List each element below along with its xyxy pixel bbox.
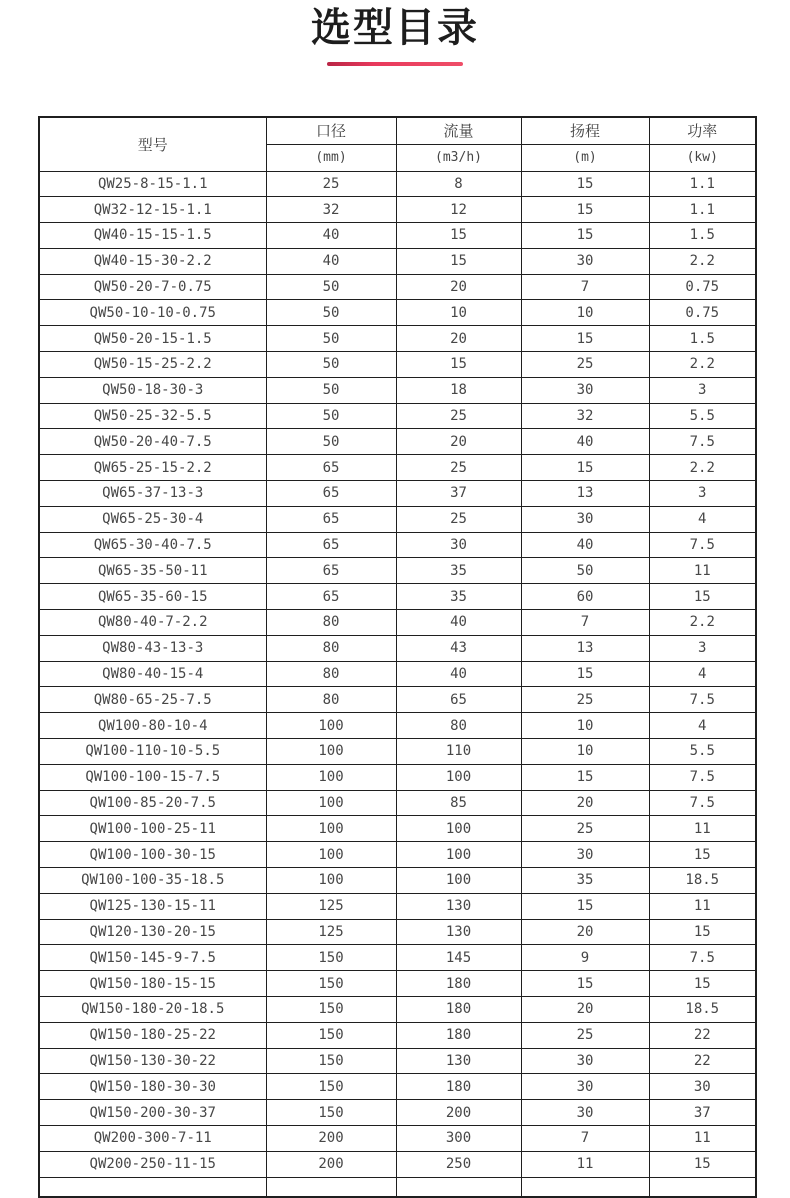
- flow-m3h-cell: 35: [396, 558, 521, 584]
- diameter-mm-cell: 150: [266, 1074, 396, 1100]
- power-kw-cell: 3: [649, 481, 756, 507]
- diameter-mm-cell: 150: [266, 1100, 396, 1126]
- head-m-cell: 15: [521, 764, 649, 790]
- table-row: [39, 868, 756, 894]
- flow-m3h-cell: 15: [396, 248, 521, 274]
- power-kw-cell: 1.5: [649, 326, 756, 352]
- diameter-mm-cell: 100: [266, 764, 396, 790]
- head-m-cell: 30: [521, 377, 649, 403]
- power-kw-cell: 11: [649, 893, 756, 919]
- power-kw-cell: 2.2: [649, 352, 756, 378]
- flow-m3h-cell: 180: [396, 1022, 521, 1048]
- diameter-mm-cell: 50: [266, 377, 396, 403]
- model-cell: QW100-100-30-15: [39, 842, 266, 868]
- model-cell: QW150-180-25-22: [39, 1022, 266, 1048]
- diameter-mm-cell: 150: [266, 1048, 396, 1074]
- model-cell: QW50-20-15-1.5: [39, 326, 266, 352]
- model-cell: QW65-25-15-2.2: [39, 455, 266, 481]
- flow-m3h-cell: 15: [396, 223, 521, 249]
- power-kw-cell: 18.5: [649, 868, 756, 894]
- table-row: [39, 326, 756, 352]
- power-kw-cell: 3: [649, 635, 756, 661]
- model-cell: QW65-35-50-11: [39, 558, 266, 584]
- header-row-labels: [39, 117, 756, 144]
- power-kw-cell: 15: [649, 584, 756, 610]
- model-cell: QW50-15-25-2.2: [39, 352, 266, 378]
- flow-m3h-cell: 200: [396, 1100, 521, 1126]
- head-m-cell: 15: [521, 661, 649, 687]
- head-m-cell: 13: [521, 635, 649, 661]
- table-row: [39, 352, 756, 378]
- flow-m3h-cell: 110: [396, 739, 521, 765]
- flow-m3h-cell: 20: [396, 429, 521, 455]
- flow-m3h-cell: 18: [396, 377, 521, 403]
- power-kw-cell: 1.5: [649, 223, 756, 249]
- head-m-cell: 7: [521, 1125, 649, 1151]
- diameter-mm-cell: 150: [266, 997, 396, 1023]
- model-cell: QW32-12-15-1.1: [39, 197, 266, 223]
- head-m-cell: 40: [521, 429, 649, 455]
- power-kw-cell: 7.5: [649, 687, 756, 713]
- model-cell: QW50-20-7-0.75: [39, 274, 266, 300]
- model-cell: QW50-25-32-5.5: [39, 403, 266, 429]
- head-m-cell: 15: [521, 197, 649, 223]
- diameter-mm-cell: 80: [266, 635, 396, 661]
- flow-m3h-cell: 130: [396, 1048, 521, 1074]
- diameter-mm-cell: 100: [266, 816, 396, 842]
- table-row-partial: [39, 1177, 756, 1197]
- head-m-cell: 15: [521, 971, 649, 997]
- diameter-mm-cell: 32: [266, 197, 396, 223]
- flow-m3h-cell: 180: [396, 997, 521, 1023]
- model-cell: QW40-15-30-2.2: [39, 248, 266, 274]
- table-row: [39, 1125, 756, 1151]
- diameter-mm-cell: 100: [266, 713, 396, 739]
- power-kw-cell: 2.2: [649, 455, 756, 481]
- flow-m3h-cell: 8: [396, 171, 521, 197]
- table-row: [39, 687, 756, 713]
- model-cell: QW65-37-13-3: [39, 481, 266, 507]
- power-kw-cell: 7.5: [649, 429, 756, 455]
- diameter-mm-cell: 80: [266, 661, 396, 687]
- power-kw-cell: 7.5: [649, 532, 756, 558]
- header-power-unit: (kw): [649, 144, 756, 171]
- diameter-mm-cell: 150: [266, 971, 396, 997]
- head-m-cell: 7: [521, 274, 649, 300]
- header-flow-unit: (m3/h): [396, 144, 521, 171]
- power-kw-cell: 7.5: [649, 764, 756, 790]
- model-cell: QW100-100-35-18.5: [39, 868, 266, 894]
- power-kw-cell: 22: [649, 1022, 756, 1048]
- flow-m3h-cell: 100: [396, 868, 521, 894]
- head-m-cell: 20: [521, 919, 649, 945]
- diameter-mm-cell: 80: [266, 687, 396, 713]
- table-row: [39, 971, 756, 997]
- diameter-mm-cell: 200: [266, 1151, 396, 1177]
- empty-cell: [396, 1177, 521, 1197]
- power-kw-cell: 2.2: [649, 248, 756, 274]
- table-row: [39, 377, 756, 403]
- power-kw-cell: 37: [649, 1100, 756, 1126]
- diameter-mm-cell: 80: [266, 610, 396, 636]
- diameter-mm-cell: 65: [266, 506, 396, 532]
- table-row: [39, 635, 756, 661]
- table-header: [39, 117, 756, 171]
- model-cell: QW25-8-15-1.1: [39, 171, 266, 197]
- table-row: [39, 1074, 756, 1100]
- header-head-unit: (m): [521, 144, 649, 171]
- power-kw-cell: 7.5: [649, 945, 756, 971]
- diameter-mm-cell: 65: [266, 558, 396, 584]
- catalog-page: [0, 4, 790, 1198]
- table-row: [39, 893, 756, 919]
- table-row: [39, 403, 756, 429]
- flow-m3h-cell: 25: [396, 506, 521, 532]
- head-m-cell: 30: [521, 1074, 649, 1100]
- power-kw-cell: 1.1: [649, 171, 756, 197]
- diameter-mm-cell: 50: [266, 403, 396, 429]
- power-kw-cell: 15: [649, 919, 756, 945]
- model-cell: QW120-130-20-15: [39, 919, 266, 945]
- flow-m3h-cell: 100: [396, 842, 521, 868]
- model-cell: QW50-10-10-0.75: [39, 300, 266, 326]
- title-underline-rule: [327, 62, 463, 66]
- power-kw-cell: 11: [649, 558, 756, 584]
- flow-m3h-cell: 130: [396, 893, 521, 919]
- table-row: [39, 842, 756, 868]
- header-diameter-unit: (mm): [266, 144, 396, 171]
- table-row: [39, 661, 756, 687]
- head-m-cell: 60: [521, 584, 649, 610]
- diameter-mm-cell: 125: [266, 893, 396, 919]
- power-kw-cell: 2.2: [649, 610, 756, 636]
- model-cell: QW100-110-10-5.5: [39, 739, 266, 765]
- head-m-cell: 40: [521, 532, 649, 558]
- power-kw-cell: 0.75: [649, 300, 756, 326]
- flow-m3h-cell: 100: [396, 764, 521, 790]
- diameter-mm-cell: 100: [266, 842, 396, 868]
- flow-m3h-cell: 180: [396, 971, 521, 997]
- flow-m3h-cell: 250: [396, 1151, 521, 1177]
- table-row: [39, 1151, 756, 1177]
- table-row: [39, 1100, 756, 1126]
- flow-m3h-cell: 30: [396, 532, 521, 558]
- flow-m3h-cell: 37: [396, 481, 521, 507]
- header-flow: 流量: [396, 117, 521, 144]
- table-row: [39, 584, 756, 610]
- model-cell: QW200-250-11-15: [39, 1151, 266, 1177]
- head-m-cell: 30: [521, 506, 649, 532]
- head-m-cell: 30: [521, 248, 649, 274]
- table-row: [39, 532, 756, 558]
- pump-selection-table: [38, 116, 757, 1198]
- table-row: [39, 790, 756, 816]
- head-m-cell: 7: [521, 610, 649, 636]
- table-row: [39, 1048, 756, 1074]
- table-row: [39, 997, 756, 1023]
- table-row: [39, 429, 756, 455]
- flow-m3h-cell: 20: [396, 326, 521, 352]
- table-row: [39, 223, 756, 249]
- flow-m3h-cell: 40: [396, 610, 521, 636]
- power-kw-cell: 30: [649, 1074, 756, 1100]
- head-m-cell: 15: [521, 171, 649, 197]
- diameter-mm-cell: 65: [266, 481, 396, 507]
- header-model: 型号: [39, 117, 266, 171]
- table-row: [39, 506, 756, 532]
- head-m-cell: 25: [521, 816, 649, 842]
- flow-m3h-cell: 180: [396, 1074, 521, 1100]
- flow-m3h-cell: 145: [396, 945, 521, 971]
- model-cell: QW150-145-9-7.5: [39, 945, 266, 971]
- power-kw-cell: 4: [649, 506, 756, 532]
- diameter-mm-cell: 150: [266, 945, 396, 971]
- head-m-cell: 25: [521, 352, 649, 378]
- model-cell: QW150-200-30-37: [39, 1100, 266, 1126]
- power-kw-cell: 15: [649, 971, 756, 997]
- head-m-cell: 25: [521, 1022, 649, 1048]
- flow-m3h-cell: 12: [396, 197, 521, 223]
- empty-cell: [649, 1177, 756, 1197]
- head-m-cell: 35: [521, 868, 649, 894]
- power-kw-cell: 4: [649, 713, 756, 739]
- diameter-mm-cell: 50: [266, 326, 396, 352]
- power-kw-cell: 7.5: [649, 790, 756, 816]
- head-m-cell: 15: [521, 223, 649, 249]
- model-cell: QW80-65-25-7.5: [39, 687, 266, 713]
- flow-m3h-cell: 15: [396, 352, 521, 378]
- flow-m3h-cell: 300: [396, 1125, 521, 1151]
- head-m-cell: 15: [521, 455, 649, 481]
- header-diameter: 口径: [266, 117, 396, 144]
- power-kw-cell: 11: [649, 816, 756, 842]
- model-cell: QW80-40-15-4: [39, 661, 266, 687]
- flow-m3h-cell: 85: [396, 790, 521, 816]
- table-row: [39, 764, 756, 790]
- diameter-mm-cell: 125: [266, 919, 396, 945]
- power-kw-cell: 1.1: [649, 197, 756, 223]
- head-m-cell: 11: [521, 1151, 649, 1177]
- flow-m3h-cell: 25: [396, 403, 521, 429]
- flow-m3h-cell: 25: [396, 455, 521, 481]
- page-title: 选型目录: [311, 5, 479, 51]
- model-cell: QW50-20-40-7.5: [39, 429, 266, 455]
- head-m-cell: 25: [521, 687, 649, 713]
- diameter-mm-cell: 50: [266, 352, 396, 378]
- model-cell: QW65-35-60-15: [39, 584, 266, 610]
- table-row: [39, 481, 756, 507]
- flow-m3h-cell: 35: [396, 584, 521, 610]
- power-kw-cell: 5.5: [649, 739, 756, 765]
- header-power: 功率: [649, 117, 756, 144]
- empty-cell: [521, 1177, 649, 1197]
- head-m-cell: 10: [521, 739, 649, 765]
- diameter-mm-cell: 65: [266, 584, 396, 610]
- power-kw-cell: 22: [649, 1048, 756, 1074]
- flow-m3h-cell: 10: [396, 300, 521, 326]
- model-cell: QW80-40-7-2.2: [39, 610, 266, 636]
- model-cell: QW80-43-13-3: [39, 635, 266, 661]
- diameter-mm-cell: 50: [266, 300, 396, 326]
- table-row: [39, 713, 756, 739]
- diameter-mm-cell: 100: [266, 739, 396, 765]
- flow-m3h-cell: 80: [396, 713, 521, 739]
- head-m-cell: 10: [521, 300, 649, 326]
- diameter-mm-cell: 200: [266, 1125, 396, 1151]
- head-m-cell: 10: [521, 713, 649, 739]
- table-row: [39, 610, 756, 636]
- flow-m3h-cell: 100: [396, 816, 521, 842]
- table-row: [39, 739, 756, 765]
- model-cell: QW125-130-15-11: [39, 893, 266, 919]
- model-cell: QW150-180-30-30: [39, 1074, 266, 1100]
- head-m-cell: 20: [521, 790, 649, 816]
- model-cell: QW100-100-25-11: [39, 816, 266, 842]
- head-m-cell: 13: [521, 481, 649, 507]
- header-head: 扬程: [521, 117, 649, 144]
- model-cell: QW65-25-30-4: [39, 506, 266, 532]
- table-row: [39, 300, 756, 326]
- empty-cell: [39, 1177, 266, 1197]
- head-m-cell: 30: [521, 842, 649, 868]
- model-cell: QW100-80-10-4: [39, 713, 266, 739]
- model-cell: QW150-180-15-15: [39, 971, 266, 997]
- model-cell: QW150-130-30-22: [39, 1048, 266, 1074]
- table-row: [39, 945, 756, 971]
- diameter-mm-cell: 40: [266, 248, 396, 274]
- power-kw-cell: 11: [649, 1125, 756, 1151]
- table-row: [39, 1022, 756, 1048]
- head-m-cell: 30: [521, 1100, 649, 1126]
- model-cell: QW65-30-40-7.5: [39, 532, 266, 558]
- head-m-cell: 15: [521, 893, 649, 919]
- power-kw-cell: 3: [649, 377, 756, 403]
- diameter-mm-cell: 100: [266, 790, 396, 816]
- model-cell: QW100-85-20-7.5: [39, 790, 266, 816]
- model-cell: QW100-100-15-7.5: [39, 764, 266, 790]
- table-row: [39, 171, 756, 197]
- head-m-cell: 15: [521, 326, 649, 352]
- diameter-mm-cell: 150: [266, 1022, 396, 1048]
- table-row: [39, 558, 756, 584]
- flow-m3h-cell: 40: [396, 661, 521, 687]
- flow-m3h-cell: 65: [396, 687, 521, 713]
- model-cell: QW150-180-20-18.5: [39, 997, 266, 1023]
- flow-m3h-cell: 130: [396, 919, 521, 945]
- diameter-mm-cell: 50: [266, 274, 396, 300]
- table-row: [39, 248, 756, 274]
- head-m-cell: 9: [521, 945, 649, 971]
- flow-m3h-cell: 20: [396, 274, 521, 300]
- table-row: [39, 816, 756, 842]
- table-row: [39, 274, 756, 300]
- head-m-cell: 32: [521, 403, 649, 429]
- table-body: [39, 171, 756, 1197]
- model-cell: QW50-18-30-3: [39, 377, 266, 403]
- power-kw-cell: 4: [649, 661, 756, 687]
- diameter-mm-cell: 25: [266, 171, 396, 197]
- head-m-cell: 50: [521, 558, 649, 584]
- power-kw-cell: 5.5: [649, 403, 756, 429]
- head-m-cell: 30: [521, 1048, 649, 1074]
- power-kw-cell: 15: [649, 842, 756, 868]
- table-row: [39, 197, 756, 223]
- model-cell: QW200-300-7-11: [39, 1125, 266, 1151]
- diameter-mm-cell: 65: [266, 455, 396, 481]
- power-kw-cell: 18.5: [649, 997, 756, 1023]
- table-row: [39, 455, 756, 481]
- diameter-mm-cell: 40: [266, 223, 396, 249]
- power-kw-cell: 0.75: [649, 274, 756, 300]
- flow-m3h-cell: 43: [396, 635, 521, 661]
- table-row: [39, 919, 756, 945]
- model-cell: QW40-15-15-1.5: [39, 223, 266, 249]
- head-m-cell: 20: [521, 997, 649, 1023]
- diameter-mm-cell: 100: [266, 868, 396, 894]
- power-kw-cell: 15: [649, 1151, 756, 1177]
- empty-cell: [266, 1177, 396, 1197]
- diameter-mm-cell: 50: [266, 429, 396, 455]
- diameter-mm-cell: 65: [266, 532, 396, 558]
